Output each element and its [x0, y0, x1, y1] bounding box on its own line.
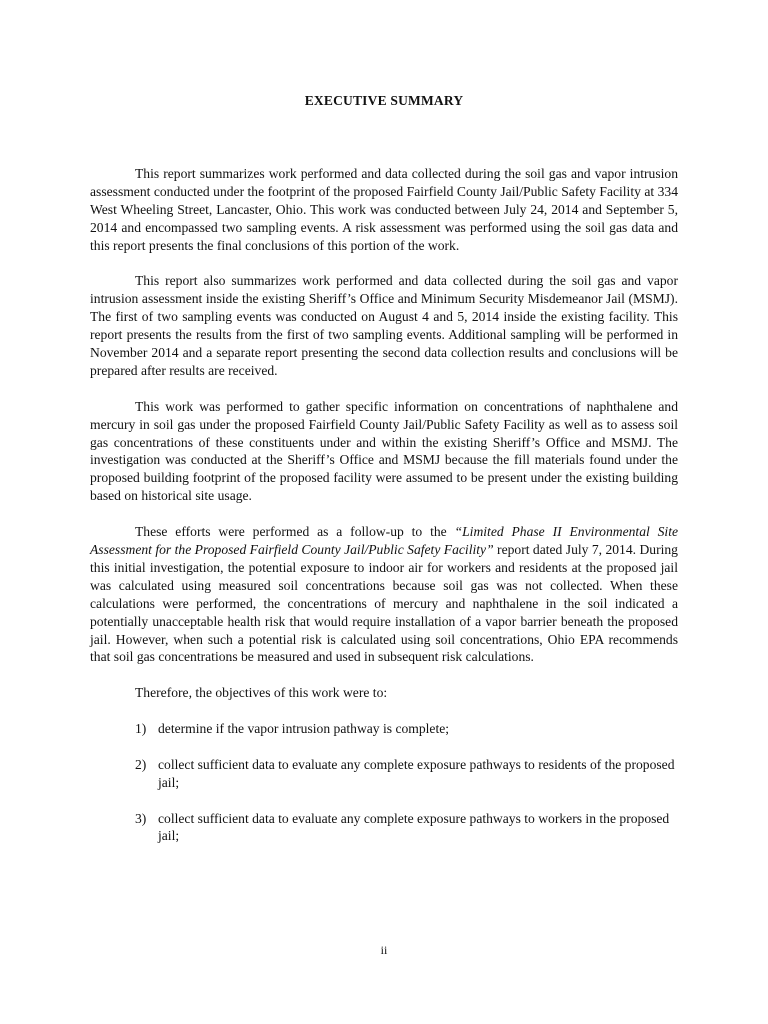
paragraph-2: This report also summarizes work performed and data collected during the soil gas and vapor intrusion assessment inside the existing Sheriff’s Office and Minimum Security Misdemeanor Jail (MSMJ). The first of two sampling events was conducted on August 4 and 5, 2014 inside the existing facility. This report presents the results from the first of two sampling events. Additional sampling will be performed in November 2014 and a separate report presenting the second data collection results and conclusions will be prepared after results are received.	[90, 273, 678, 378]
page-number: ii	[380, 943, 388, 957]
paragraph-4-lead: These efforts were performed as a follow-up to the	[135, 524, 455, 540]
objectives-intro: Therefore, the objectives of this work were to:	[135, 685, 388, 701]
paragraph-4-tail: report dated July 7, 2014. During this initial investigation, the potential exposure to indoor air for workers and residents at the proposed jail was calculated using measured soil concentrations because soil gas was not collected. When these calculations were performed, the concentrations of mercury and naphthalene in the soil indicated a potentially unacceptable health risk that would require installation of a vapor barrier beneath the proposed jail. However, when such a potential risk is calculated using soil concentrations, Ohio EPA recommends that soil gas concentrations be measured and used in subsequent risk calculations.	[90, 541, 678, 665]
page-title: EXECUTIVE SUMMARY	[304, 93, 464, 108]
report-title-citation: “Limited Phase II Environmental Site Assessment for the Proposed Fairfield County Jail/Public Safety Facility”	[90, 524, 679, 557]
objectives-list	[90, 720, 678, 845]
list-item-number: 3)	[135, 810, 147, 826]
document-body	[90, 165, 678, 863]
paragraph-3: This work was performed to gather specific information on concentrations of naphthalene and mercury in soil gas under the proposed Fairfield County Jail/Public Safety Facility as well as to assess soil gas concentrations of these constituents under and within the existing Sheriff’s Office and MSMJ. The investigation was conducted at the Sheriff’s Office and MSMJ because the fill materials found under the proposed building footprint of the proposed facility were assumed to be present under the existing building based on historical site usage.	[90, 398, 678, 504]
list-item-text: collect sufficient data to evaluate any complete exposure pathways to workers in the proposed jail;	[158, 810, 670, 844]
list-item	[90, 720, 678, 738]
paragraph-1: This report summarizes work performed and data collected during the soil gas and vapor intrusion assessment conducted under the footprint of the proposed Fairfield County Jail/Public Safety Facility at 334 West Wheeling Street, Lancaster, Ohio. This work was conducted between July 24, 2014 and September 5, 2014 and encompassed two sampling events. A risk assessment was performed using the soil gas data and this report presents the final conclusions of this portion of the work.	[90, 166, 678, 253]
list-item	[90, 810, 678, 846]
list-item-number: 2)	[135, 756, 147, 772]
paragraph-4	[90, 523, 678, 666]
list-item	[90, 756, 678, 792]
list-item-number: 1)	[135, 721, 147, 737]
list-item-text: determine if the vapor intrusion pathway is complete;	[158, 721, 450, 737]
list-item-text: collect sufficient data to evaluate any complete exposure pathways to residents of the proposed jail;	[158, 756, 675, 790]
